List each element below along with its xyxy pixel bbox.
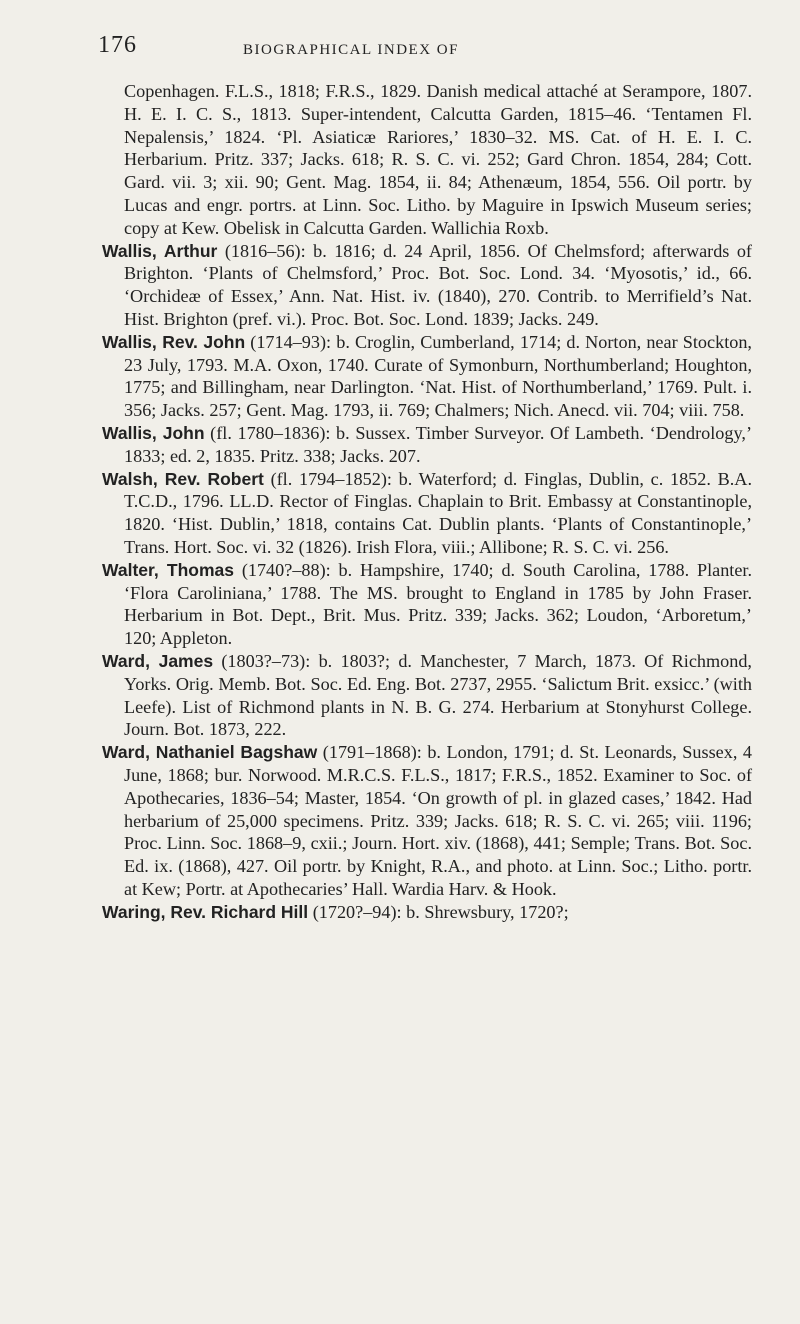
- entry-name: Wallis, Rev. John: [102, 331, 246, 352]
- entry-text: (1816–56): b. 1816; d. 24 April, 1856. Of Chelmsford; afterwards of Brighton. ‘Plants of Chelmsford,’ Proc. Bot. Soc. Lond. 34. ‘Myosotis,’ id., 66. ‘Orchideæ of Essex,’ Ann. Nat. Hist. iv. (1840), 270. Contrib. to Merrifield’s Nat. Hist. Brighton (pref. vi.). Proc. Bot. Soc. Lond. 1839; Jacks. 249.: [124, 240, 752, 329]
- running-title: BIOGRAPHICAL INDEX OF: [243, 42, 459, 58]
- entry-text: (fl. 1780–1836): b. Sussex. Timber Surveyor. Of Lambeth. ‘Dendrology,’ 1833; ed. 2, 1835. Pritz. 338; Jacks. 207.: [124, 422, 753, 466]
- entry-text: Copenhagen. F.L.S., 1818; F.R.S., 1829. Danish medical attaché at Serampore, 1807. H. E. I. C. S., 1813. Super-intendent, Calcutta Garden, 1815–46. ‘Tentamen Fl. Nepalensis,’ 1824. ‘Pl. Asiaticæ Rariores,’ 1830–32. MS. Cat. of H. E. I. C. Herbarium. Pritz. 337; Jacks. 618; R. S. C. vi. 252; Gard Chron. 1854, 284; Cott. Gard. vii. 3; xii. 90; Gent. Mag. 1854, ii. 84; Athenæum, 1854, 556. Oil portr. by Lucas and engr. portrs. at Linn. Soc. Litho. by Maguire in Ipswich Museum series; copy at Kew. Obelisk in Calcutta Garden. Wallichia Roxb.: [124, 81, 752, 238]
- index-entries: [102, 80, 752, 923]
- index-entry: [102, 741, 752, 901]
- index-entry: [102, 650, 752, 741]
- index-entry: [102, 331, 752, 422]
- entry-name: Wallis, Arthur: [102, 240, 218, 261]
- entry-name: Walter, Thomas: [102, 559, 234, 580]
- entry-text: (fl. 1794–1852): b. Waterford; d. Finglas, Dublin, c. 1852. B.A. T.C.D., 1796. LL.D. Rector of Finglas. Chaplain to Brit. Embassy at Constantinople, 1820. ‘Hist. Dublin,’ 1818, contains Cat. Dublin plants. ‘Plants of Constantinople,’ Trans. Hort. Soc. vi. 32 (1826). Irish Flora, viii.; Allibone; R. S. C. vi. 256.: [124, 468, 752, 557]
- running-head: [98, 32, 758, 66]
- entry-text: (1714–93): b. Croglin, Cumberland, 1714; d. Norton, near Stockton, 23 July, 1793. M.A. Oxon, 1740. Curate of Symonburn, Northumberland; Houghton, 1775; and Billingham, near Darlington. ‘Nat. Hist. of Northumberland,’ 1769. Pult. i. 356; Jacks. 257; Gent. Mag. 1793, ii. 769; Chalmers; Nich. Anecd. vii. 704; viii. 758.: [124, 331, 752, 421]
- entry-text: (1720?–94): b. Shrewsbury, 1720?;: [308, 901, 569, 922]
- index-entry: [102, 80, 752, 240]
- page-number: 176: [98, 32, 137, 58]
- entry-text: (1740?–88): b. Hampshire, 1740; d. South Carolina, 1788. Planter. ‘Flora Caroliniana,’ 1788. The MS. brought to England in 1785 by John Fraser. Herbarium in Bot. Dept., Brit. Mus. Pritz. 339; Jacks. 362; Loudon, ‘Arboretum,’ 120; Appleton.: [124, 559, 753, 649]
- entry-name: Walsh, Rev. Robert: [102, 468, 264, 489]
- entry-text: (1791–1868): b. London, 1791; d. St. Leonards, Sussex, 4 June, 1868; bur. Norwood. M.R.C.S. F.L.S., 1817; F.R.S., 1852. Examiner to Soc. of Apothecaries, 1836–54; Master, 1854. ‘On growth of pl. in glazed cases,’ 1842. Had herbarium of 25,000 specimens. Pritz. 339; Jacks. 618; R. S. C. vi. 265; viii. 1196; Proc. Linn. Soc. 1868–9, cxii.; Journ. Hort. xiv. (1868), 441; Semple; Trans. Bot. Soc. Ed. ix. (1868), 427. Oil portr. by Knight, R.A., and photo. at Linn. Soc.; Litho. portr. at Kew; Portr. at Apothecaries’ Hall. Wardia Harv. & Hook.: [124, 742, 753, 899]
- index-entry: [102, 901, 752, 924]
- index-entry: [102, 559, 752, 650]
- entry-name: Ward, Nathaniel Bagshaw: [102, 742, 318, 763]
- entry-name: Ward, James: [102, 650, 214, 671]
- index-entry: [102, 422, 752, 468]
- index-entry: [102, 468, 752, 559]
- entry-name: Wallis, John: [102, 422, 205, 443]
- index-entry: [102, 240, 752, 331]
- entry-name: Waring, Rev. Richard Hill: [102, 901, 309, 922]
- entry-text: (1803?–73): b. 1803?; d. Manchester, 7 March, 1873. Of Richmond, Yorks. Orig. Memb. Bot. Soc. Ed. Eng. Bot. 2737, 2955. ‘Salictum Brit. exsicc.’ (with Leefe). List of Richmond plants in N. B. G. 274. Herbarium at Stonyhurst College. Journ. Bot. 1873, 222.: [124, 650, 752, 740]
